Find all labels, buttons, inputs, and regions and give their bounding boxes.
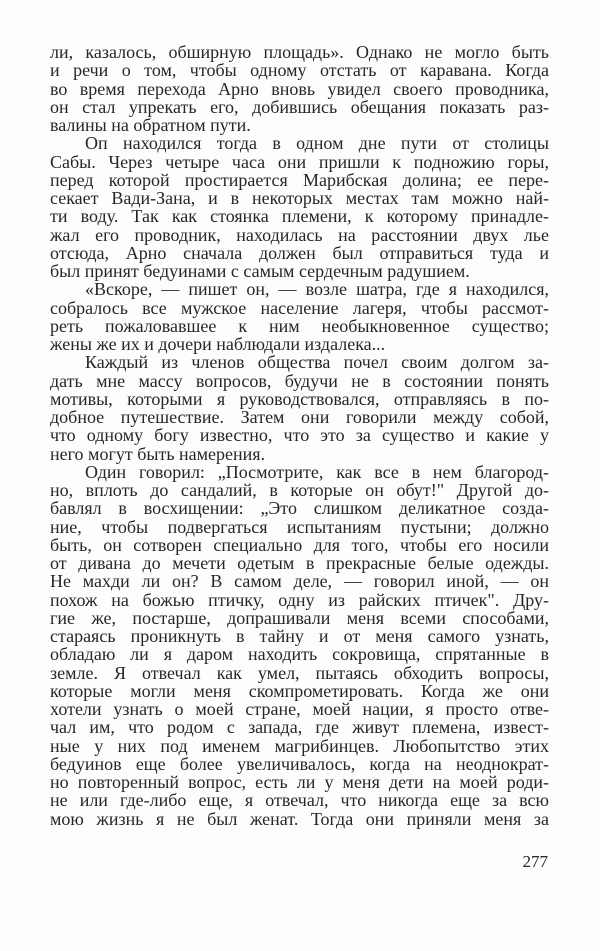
text-line: бедуинов еще более увеличивалось, когда на неоднократ- [50, 753, 549, 774]
paragraph [50, 353, 549, 463]
text-line: Один говорил: „Посмотрите, как все в нем благород- [85, 461, 549, 482]
text-line: перед которой простирается Марибская долина; ее пере- [50, 169, 549, 190]
text-line: отсюда, Арно сначала должен был отправиться туда и [50, 242, 549, 263]
text-line: ли, казалось, обширную площадь». Однако не могло быть [50, 42, 549, 62]
paragraph [50, 43, 549, 134]
paragraph [50, 463, 549, 828]
text-line: быть, он сотворен специально для того, чтобы его носили [50, 534, 549, 555]
page-number: 277 [522, 852, 548, 871]
text-line: секает Вади-Зана, и в некоторых местах там можно най- [50, 188, 549, 208]
text-line: во время перехода Арно вновь увидел своего проводника, [50, 78, 549, 99]
text-line: он стал упрекать его, добившись обещания показать раз- [50, 96, 549, 117]
text-line: чал им, что родом с запада, где живут племена, извест- [50, 717, 549, 738]
page-body [50, 43, 549, 828]
text-line: добное путешествие. Затем они говорили между собой, [50, 407, 549, 427]
text-line: Каждый из членов общества почел своим долгом за- [85, 352, 549, 373]
text-line: похож на божью птичку, одну из райских птичек". Дру- [50, 589, 549, 610]
text-line: которые могли меня скомпрометировать. Когда же они [50, 680, 549, 701]
text-line: реть пожаловавшее к ним необыкновенное существо; [50, 315, 549, 336]
text-line: был принят бедуинами с самым сердечным радушием. [50, 261, 470, 281]
text-line: Оп находился тогда в одном дне пути от столицы [85, 133, 549, 154]
text-line: Не махди ли он? В самом деле, — говорил иной, — он [50, 571, 549, 592]
text-line: но, вплоть до сандалий, в которые он обут!" Другой до- [50, 480, 549, 500]
text-line: стараясь проникнуть в тайну и от меня самого узнать, [50, 626, 549, 646]
text-line: что одному богу известно, что это за существо и какие у [50, 425, 549, 446]
text-line: мою жизнь я не был женат. Тогда они приняли меня за [50, 808, 549, 829]
text-line: ти воду. Так как стоянка племени, к которому принадле- [50, 206, 549, 227]
text-line: но повторенный вопрос, есть ли у меня дети на моей роди- [50, 772, 549, 792]
text-line: Сабы. Через четыре часа они пришли к подножию горы, [50, 151, 549, 172]
text-line: валины на обратном пути. [50, 115, 251, 135]
text-line: обладаю ли я даром находить сокровища, спрятанные в [50, 644, 549, 665]
paragraph [50, 134, 549, 280]
text-line: дать мне массу вопросов, будучи не в состоянии понять [50, 370, 549, 391]
text-line: ные у них под именем магрибинцев. Любопытство этих [50, 735, 549, 756]
text-line: него могут быть намерения. [50, 443, 266, 464]
paragraph [50, 280, 549, 353]
text-line: ние, чтобы подвергаться испытаниям пустыни; должно [50, 516, 549, 537]
text-line: и речи о том, чтобы одному отстать от каравана. Когда [50, 60, 549, 81]
text-line: собралось все мужское население лагеря, чтобы рассмот- [50, 297, 549, 318]
text-line: жены же их и дочери наблюдали издалека... [50, 334, 386, 354]
text-line: бавлял в восхищении: „Это слишком деликатное созда- [50, 498, 549, 519]
text-line: мотивы, которыми я руководствовался, отправляясь в по- [50, 388, 549, 409]
text-line: земле. Я отвечал как умел, пытаясь обходить вопросы, [50, 662, 549, 683]
text-line: жал его проводник, находилась на расстоянии двух лье [50, 224, 549, 245]
text-line: не или где-либо еще, я отвечал, что никогда еще за всю [50, 790, 549, 811]
text-line: гие же, постарше, допрашивали меня всеми способами, [50, 607, 549, 628]
text-line: «Вскоре, — пишет он, — возле шатра, где я находился, [85, 279, 549, 300]
text-line: хотели узнать о моей стране, моей нации, я просто отве- [50, 699, 549, 719]
text-line: от дивана до мечети одетым в прекрасные белые одежды. [50, 553, 549, 573]
